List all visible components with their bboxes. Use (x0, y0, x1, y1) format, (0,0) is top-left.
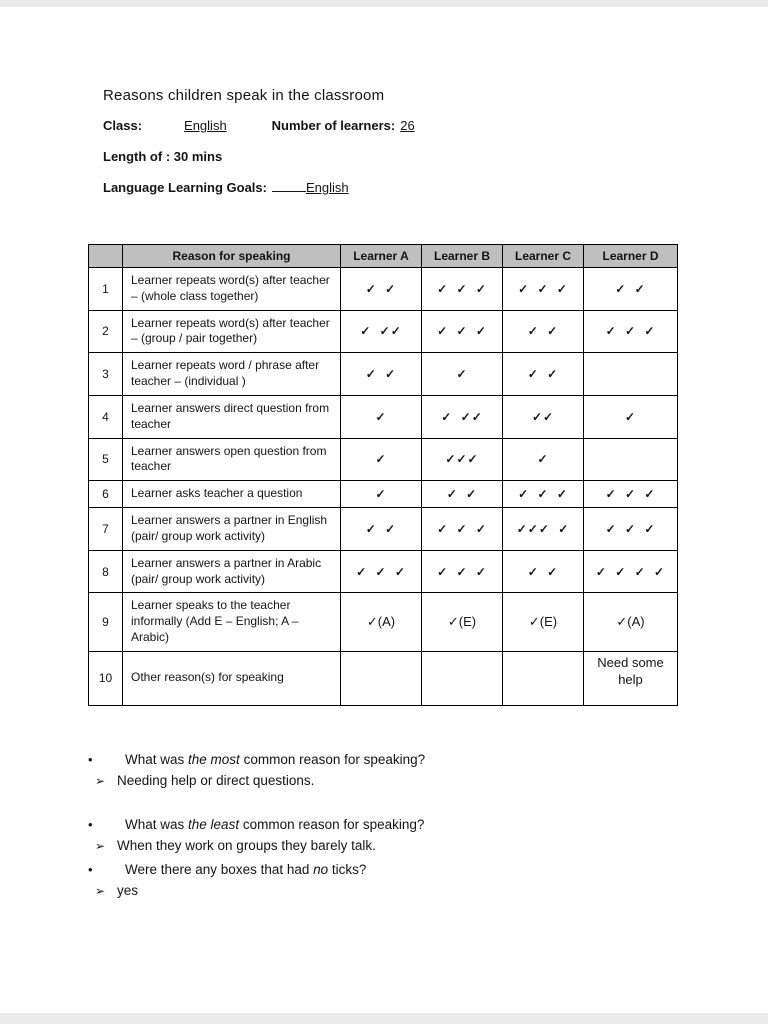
question-text (125, 862, 366, 877)
table-row (89, 268, 678, 311)
question-text-part: common reason for speaking? (239, 817, 425, 832)
question-text-part: What was (125, 752, 189, 767)
reason-cell: Learner answers direct question from teacher (123, 395, 341, 438)
answer-item (95, 838, 376, 853)
question-text (125, 752, 425, 767)
learner-a-ticks: ✓(A) (341, 593, 422, 651)
arrow-icon: ➢ (95, 884, 106, 898)
bullet-icon: • (88, 752, 93, 767)
goals-blank-underline (272, 179, 306, 192)
question-text-part: common reason for speaking? (239, 752, 426, 767)
learner-a-ticks: ✓ ✓ (341, 508, 422, 551)
learner-b-ticks: ✓ ✓ ✓ (422, 268, 503, 311)
learner-a-ticks: ✓ ✓ ✓ (341, 550, 422, 593)
question-text-part: What was (125, 817, 189, 832)
observation-table-wrapper (88, 244, 678, 706)
goals-value: English (305, 180, 349, 195)
bullet-icon: • (88, 817, 93, 832)
answer-text: When they work on groups they barely talk. (117, 838, 376, 853)
row-number: 7 (89, 508, 123, 551)
learner-b-ticks: ✓(E) (422, 593, 503, 651)
answer-text: Needing help or direct questions. (117, 773, 315, 788)
class-value: English (184, 118, 227, 133)
table-row (89, 481, 678, 508)
row-number: 9 (89, 593, 123, 651)
learner-d-ticks: ✓ ✓ ✓ (584, 481, 678, 508)
learner-c-ticks: ✓(E) (503, 593, 584, 651)
learner-d-ticks: ✓ ✓ (584, 268, 678, 311)
table-row (89, 395, 678, 438)
length-line: Length of : 30 mins (103, 149, 223, 164)
column-header-learner-b: Learner B (422, 245, 503, 268)
observation-table (88, 244, 678, 706)
question-text (125, 817, 424, 832)
learner-d-ticks: ✓(A) (584, 593, 678, 651)
goals-label: Language Learning Goals: (103, 180, 267, 195)
learner-a-ticks: ✓ ✓ (341, 268, 422, 311)
reason-cell: Learner speaks to the teacher informally (Add E – English; A – Arabic) (123, 593, 341, 651)
arrow-icon: ➢ (95, 774, 106, 788)
table-row (89, 438, 678, 481)
reason-cell: Learner answers a partner in Arabic (pair/ group work activity) (123, 550, 341, 593)
learner-d-ticks: Need some help (584, 651, 678, 705)
table-row (89, 593, 678, 651)
row-number: 3 (89, 353, 123, 396)
table-row (89, 508, 678, 551)
learners-value: 26 (400, 118, 415, 133)
learner-d-ticks: ✓ (584, 395, 678, 438)
column-header-learner-d: Learner D (584, 245, 678, 268)
page-bottom-edge (0, 1013, 768, 1024)
column-header-learner-c: Learner C (503, 245, 584, 268)
row-number: 1 (89, 268, 123, 311)
table-row (89, 353, 678, 396)
column-header-learner-a: Learner A (341, 245, 422, 268)
table-header-row (89, 245, 678, 268)
reason-cell: Learner answers open question from teacher (123, 438, 341, 481)
learner-a-ticks: ✓ (341, 395, 422, 438)
question-text-emphasis: the most (188, 752, 240, 767)
row-number: 4 (89, 395, 123, 438)
learner-c-ticks: ✓✓✓ ✓ (503, 508, 584, 551)
question-text-emphasis: no (313, 862, 329, 877)
learner-b-ticks: ✓✓✓ (422, 438, 503, 481)
learner-c-ticks: ✓ ✓ (503, 353, 584, 396)
goals-line (103, 179, 349, 195)
document-title: Reasons children speak in the classroom (103, 87, 385, 104)
learner-d-ticks: ✓ ✓ ✓ (584, 508, 678, 551)
learner-c-ticks: ✓ ✓ ✓ (503, 268, 584, 311)
learner-a-ticks: ✓ ✓ (341, 353, 422, 396)
arrow-icon: ➢ (95, 839, 106, 853)
learner-b-ticks (422, 651, 503, 705)
learner-c-ticks: ✓✓ (503, 395, 584, 438)
bullet-icon: • (88, 862, 93, 877)
learner-d-ticks (584, 438, 678, 481)
learner-c-ticks: ✓ ✓ (503, 550, 584, 593)
table-row (89, 550, 678, 593)
answer-text: yes (117, 883, 139, 898)
table-row (89, 310, 678, 353)
reason-cell: Other reason(s) for speaking (123, 651, 341, 705)
row-number: 5 (89, 438, 123, 481)
learner-a-ticks (341, 651, 422, 705)
learner-d-ticks (584, 353, 678, 396)
row-number: 2 (89, 310, 123, 353)
learner-a-ticks: ✓ (341, 438, 422, 481)
column-header-reason: Reason for speaking (123, 245, 341, 268)
row-number: 8 (89, 550, 123, 593)
learner-c-ticks: ✓ (503, 438, 584, 481)
question-text-emphasis: the least (188, 817, 240, 832)
answer-item (95, 883, 138, 898)
question-text-part: ticks? (328, 862, 367, 877)
learner-a-ticks: ✓ ✓✓ (341, 310, 422, 353)
class-label: Class: (103, 118, 143, 133)
row-number: 6 (89, 481, 123, 508)
column-header-corner (89, 245, 123, 268)
answer-item (95, 773, 314, 788)
question-item (88, 862, 366, 877)
reason-cell: Learner answers a partner in English (pair/ group work activity) (123, 508, 341, 551)
learner-b-ticks: ✓ ✓ ✓ (422, 550, 503, 593)
class-and-learners-line (103, 118, 415, 133)
question-item (88, 817, 424, 832)
learner-a-ticks: ✓ (341, 481, 422, 508)
learner-d-ticks: ✓ ✓ ✓ ✓ (584, 550, 678, 593)
reason-cell: Learner repeats word(s) after teacher – (group / pair together) (123, 310, 341, 353)
page-top-edge (0, 0, 768, 7)
learner-d-ticks: ✓ ✓ ✓ (584, 310, 678, 353)
learner-b-ticks: ✓ ✓ (422, 481, 503, 508)
learners-label: Number of learners: (271, 118, 396, 133)
learner-b-ticks: ✓ (422, 353, 503, 396)
row-number: 10 (89, 651, 123, 705)
learner-b-ticks: ✓ ✓✓ (422, 395, 503, 438)
learner-b-ticks: ✓ ✓ ✓ (422, 310, 503, 353)
reason-cell: Learner repeats word(s) after teacher – (whole class together) (123, 268, 341, 311)
reason-cell: Learner repeats word / phrase after teacher – (individual ) (123, 353, 341, 396)
question-item (88, 752, 425, 767)
learner-c-ticks (503, 651, 584, 705)
learner-c-ticks: ✓ ✓ ✓ (503, 481, 584, 508)
table-row (89, 651, 678, 705)
reason-cell: Learner asks teacher a question (123, 481, 341, 508)
learner-c-ticks: ✓ ✓ (503, 310, 584, 353)
question-text-part: Were there any boxes that had (125, 862, 314, 877)
learner-b-ticks: ✓ ✓ ✓ (422, 508, 503, 551)
